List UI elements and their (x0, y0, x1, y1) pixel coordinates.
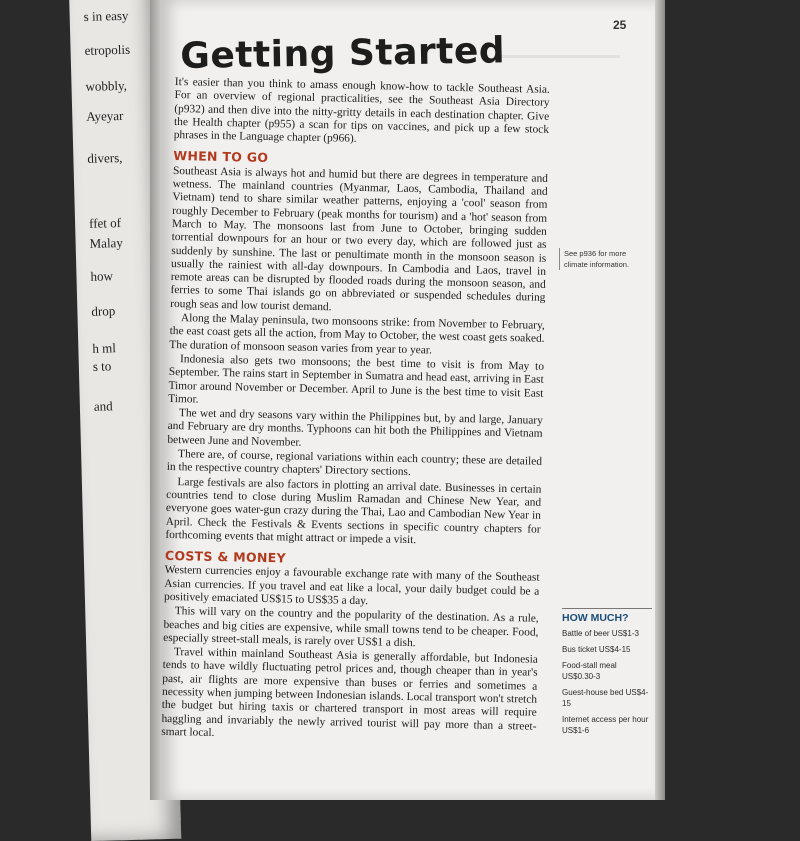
paragraph: Southeast Asia is always hot and humid but there are degrees in temperature and wetness. The mainland countries (Myanmar, Laos, Cambodia, Thailand and Vietnam) tend to share similar weather patterns, enjoying a 'cool' season from roughly December to February (peak months for tourism) and a 'hot' season from March to May. The monsoons last from June to October, bringing sudden torrential downpours for an hour or two every day, which are followed just as suddenly by sunshine. The last or penultimate month in the monsoon season is usually the rainiest with all-day downpours. In Cambodia and Laos, travel in remote areas can be disrupted by flooded roads during the monsoon season, and ferries to some Thai islands go on abbreviated or suspended schedules during rough seas and low tourist demand. (170, 164, 549, 314)
page-edge (655, 0, 665, 800)
paragraph: Travel within mainland Southeast Asia is generally affordable, but Indonesia tends to have wildly fluctuating petrol prices and, though cheaper than in year's past, air flights are more expensive than buses or ferries and sometimes a necessity when jumping between Indonesian islands. Local transport won't stretch the budget but hiring taxis or chartered transport in most areas will require haggling and invariably the newly arrived tourist will pay more than a street-smart local. (161, 646, 538, 739)
costs-money-heading: COSTS & MONEY (164, 547, 287, 566)
paragraph: Indonesia also gets two monsoons; the best time to visit is from May to September. The rains start in September in Sumatra and head east, arriving in East Timor around November or December. April to June is the best time to visit East Timor. (168, 353, 545, 406)
price-item: Bus ticket US$4-15 (562, 645, 631, 654)
left-page-text: ffet of (88, 215, 122, 231)
how-much-box (562, 608, 652, 741)
paragraph: Large festivals are also factors in plotting an arrival date. Businesses in certain countries tend to close during Muslim Ramadan and Chinese New Year, and everyone goes water-gun crazy during the Thai, Lao and Cambodian New Year in April. Check the Festivals & Events sections in specific country chapters for forthcoming events that might attract or impede a visit. (165, 475, 542, 546)
intro-paragraph: It's easier than you think to amass enough know-how to tackle Southeast Asia. For an overview of regional practicalities, see the Southeast Asia Directory (p932) and then dive into the nitty-gritty details in each destination chapter. Give the Health chapter (p955) a scan for tips on vaccines, and pick up a few stock phrases in the Language chapter (p966). (173, 76, 550, 146)
left-page-text: s to (92, 358, 112, 374)
left-page-text: Ayeyar (86, 107, 124, 124)
left-page-text: h ml (92, 340, 117, 356)
when-to-go-heading: WHEN TO GO (173, 148, 269, 166)
left-page-text: divers, (87, 149, 123, 166)
page-number: 25 (613, 18, 627, 32)
left-page-text: and (93, 398, 113, 414)
price-item: Internet access per hour US$1-6 (562, 715, 649, 735)
price-item: Guest-house bed US$4-15 (562, 688, 649, 708)
left-page-text: wobbly, (85, 77, 128, 94)
left-page-text: s in easy (83, 7, 129, 24)
price-item: Battle of beer US$1-3 (562, 629, 639, 638)
page-title: Getting Started (180, 30, 506, 77)
left-page-text: etropolis (84, 41, 131, 58)
body-text (161, 76, 550, 748)
paragraph: This will vary on the country and the popularity of the destination. As a rule, beaches and big cities are expensive, while small towns tend to be cheaper. Food, especially street-stall meals, is rarely over US$1 a dish. (163, 605, 539, 650)
paragraph: The wet and dry seasons vary within the Philippines but, by and large, January and February are dry months. Typhoons can hit both the Philippines and Vietnam between June and November. (167, 407, 543, 449)
left-page-text: how (90, 268, 114, 284)
climate-side-note: See p936 for more climate information. (559, 248, 636, 270)
how-much-title: HOW MUCH? (562, 608, 652, 624)
price-item: Food-stall meal US$0.30-3 (562, 661, 617, 681)
left-page-text: drop (91, 303, 116, 319)
left-page-text: Malay (89, 235, 124, 251)
paragraph: Along the Malay peninsula, two monsoons strike: from November to February, the east coast gets all the action, from May to October, the west coast gets soaked. The duration of monsoon season varies from year to year. (169, 312, 545, 357)
bleed-through (500, 55, 620, 58)
paragraph: Western currencies enjoy a favourable exchange rate with many of the Southeast Asian currencies. If you travel and eat like a local, your daily budget could be a positively emaciated US$15 to US$35 a day. (163, 564, 540, 608)
paragraph: There are, of course, regional variations within each country; these are detailed in the respective country chapters' Directory sections. (166, 448, 543, 479)
